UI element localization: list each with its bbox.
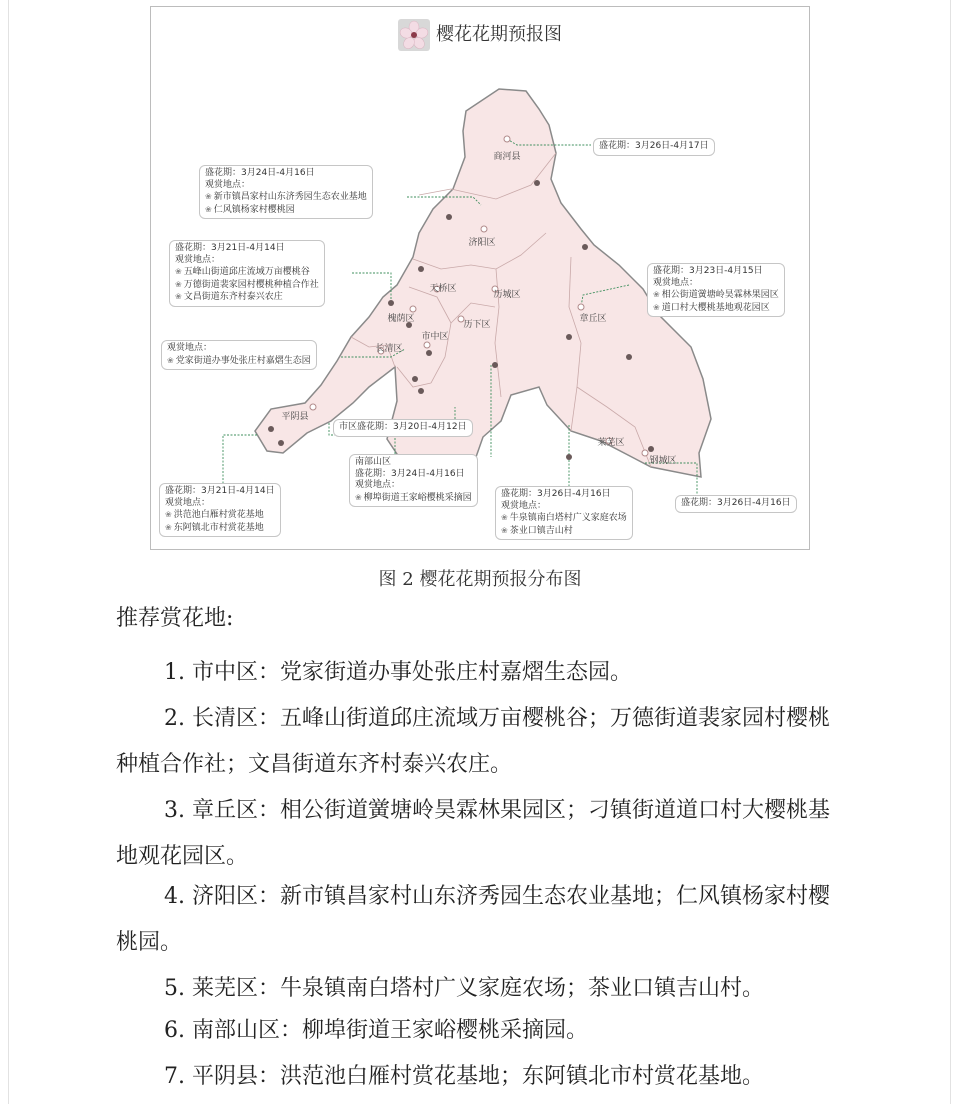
list-item: 1. 市中区：党家街道办事处张庄村嘉熠生态园。 bbox=[164, 660, 632, 685]
district-label: 莱芜区 bbox=[597, 438, 625, 448]
callout-period: 盛花期：3月21日-4月14日 bbox=[165, 486, 275, 496]
figure-title-text: 樱花花期预报图 bbox=[436, 24, 562, 45]
callout-site: ❀ 新市镇昌家村山东济秀园生态农业基地 bbox=[205, 191, 367, 204]
callout-label: 观赏地点： bbox=[653, 277, 699, 288]
callout-site: ❀ 东阿镇北市村赏花基地 bbox=[165, 522, 275, 535]
callout-shanghe bbox=[593, 138, 715, 156]
callout-label: 观赏地点： bbox=[205, 179, 251, 190]
list-item: 3. 章丘区：相公街道黉塘岭昊霖林果园区；刁镇街道道口村大樱桃基地观花园区。 bbox=[116, 798, 830, 869]
callout-label: 观赏地点： bbox=[501, 500, 547, 511]
figure-caption: 图 2 樱花花期预报分布图 bbox=[378, 569, 582, 590]
callout-site: ❀ 仁风镇杨家村樱桃园 bbox=[205, 204, 367, 217]
district-label: 钢城区 bbox=[649, 456, 677, 466]
callout-city bbox=[333, 419, 473, 437]
district-label: 商河县 bbox=[493, 152, 521, 162]
district-label: 槐荫区 bbox=[387, 314, 415, 324]
callout-site: ❀ 万德街道裴家园村樱桃种植合作社 bbox=[175, 279, 319, 292]
callout-site: ❀ 党家街道办事处张庄村嘉熠生态园 bbox=[167, 355, 311, 368]
forecast-map-figure bbox=[150, 6, 810, 550]
page-edge-right bbox=[950, 0, 951, 1104]
callout-site: ❀ 道口村大樱桃基地观花园区 bbox=[653, 302, 779, 315]
callout-title: 南部山区 bbox=[355, 457, 392, 467]
callout-period: 盛花期：3月24日-4月16日 bbox=[355, 468, 465, 479]
callout-pingyin bbox=[159, 483, 281, 537]
callout-period: 盛花期：3月24日-4月16日 bbox=[205, 168, 315, 178]
district-label: 章丘区 bbox=[579, 314, 607, 324]
cherry-blossom-icon bbox=[398, 19, 430, 51]
callout-label: 观赏地点： bbox=[175, 254, 221, 265]
district-label: 历城区 bbox=[493, 290, 521, 300]
callout-zhangqiu bbox=[647, 263, 785, 317]
district-label: 天桥区 bbox=[429, 284, 457, 294]
list-item: 5. 莱芜区：牛泉镇南白塔村广义家庭农场；茶业口镇吉山村。 bbox=[164, 976, 764, 1001]
callout-site: ❀ 相公街道黉塘岭昊霖林果园区 bbox=[653, 289, 779, 302]
page-edge-left bbox=[8, 0, 9, 1104]
callout-site: ❀ 洪范池白雁村赏花基地 bbox=[165, 509, 275, 522]
callout-laiwu bbox=[495, 486, 633, 540]
callout-period: 市区盛花期：3月20日-4月12日 bbox=[339, 422, 467, 432]
callout-gangcheng bbox=[675, 495, 797, 513]
list-item: 4. 济阳区：新市镇昌家村山东济秀园生态农业基地；仁风镇杨家村樱桃园。 bbox=[116, 884, 830, 955]
callout-site: ❀ 五峰山街道邱庄流域万亩樱桃谷 bbox=[175, 266, 319, 279]
callout-label: 观赏地点： bbox=[167, 343, 213, 353]
district-label: 历下区 bbox=[463, 320, 491, 330]
callout-jiyang bbox=[199, 165, 373, 219]
callout-label: 观赏地点： bbox=[165, 497, 211, 508]
callout-period: 盛花期：3月21日-4月14日 bbox=[175, 243, 285, 253]
list-item: 2. 长清区：五峰山街道邱庄流域万亩樱桃谷；万德街道裴家园村樱桃种植合作社；文昌街道东齐村泰兴农庄。 bbox=[116, 706, 830, 777]
callout-site: ❀ 牛泉镇南白塔村广义家庭农场 bbox=[501, 512, 627, 525]
callout-site: ❀ 文昌街道东齐村泰兴农庄 bbox=[175, 291, 319, 304]
callout-nanbu bbox=[349, 454, 478, 507]
district-label: 长清区 bbox=[375, 344, 403, 354]
callout-site: ❀ 柳埠街道王家峪樱桃采摘园 bbox=[355, 492, 472, 505]
district-label: 平阴县 bbox=[281, 412, 309, 422]
callout-changqing bbox=[169, 240, 325, 307]
callout-label: 观赏地点： bbox=[355, 480, 401, 490]
callout-site: ❀ 茶业口镇吉山村 bbox=[501, 525, 627, 538]
district-label: 济阳区 bbox=[468, 238, 496, 248]
callout-shizhong bbox=[161, 340, 317, 370]
district-label: 市中区 bbox=[421, 332, 449, 342]
list-item: 6. 南部山区：柳埠街道王家峪樱桃采摘园。 bbox=[164, 1018, 588, 1043]
callout-period: 盛花期：3月26日-4月16日 bbox=[681, 498, 791, 508]
callout-period: 盛花期：3月26日-4月17日 bbox=[599, 141, 709, 151]
callout-period: 盛花期：3月26日-4月16日 bbox=[501, 489, 611, 499]
list-item: 7. 平阴县：洪范池白雁村赏花基地；东阿镇北市村赏花基地。 bbox=[164, 1064, 764, 1089]
callout-period: 盛花期：3月23日-4月15日 bbox=[653, 266, 763, 276]
figure-title bbox=[151, 19, 809, 51]
section-heading: 推荐赏花地: bbox=[116, 606, 234, 631]
